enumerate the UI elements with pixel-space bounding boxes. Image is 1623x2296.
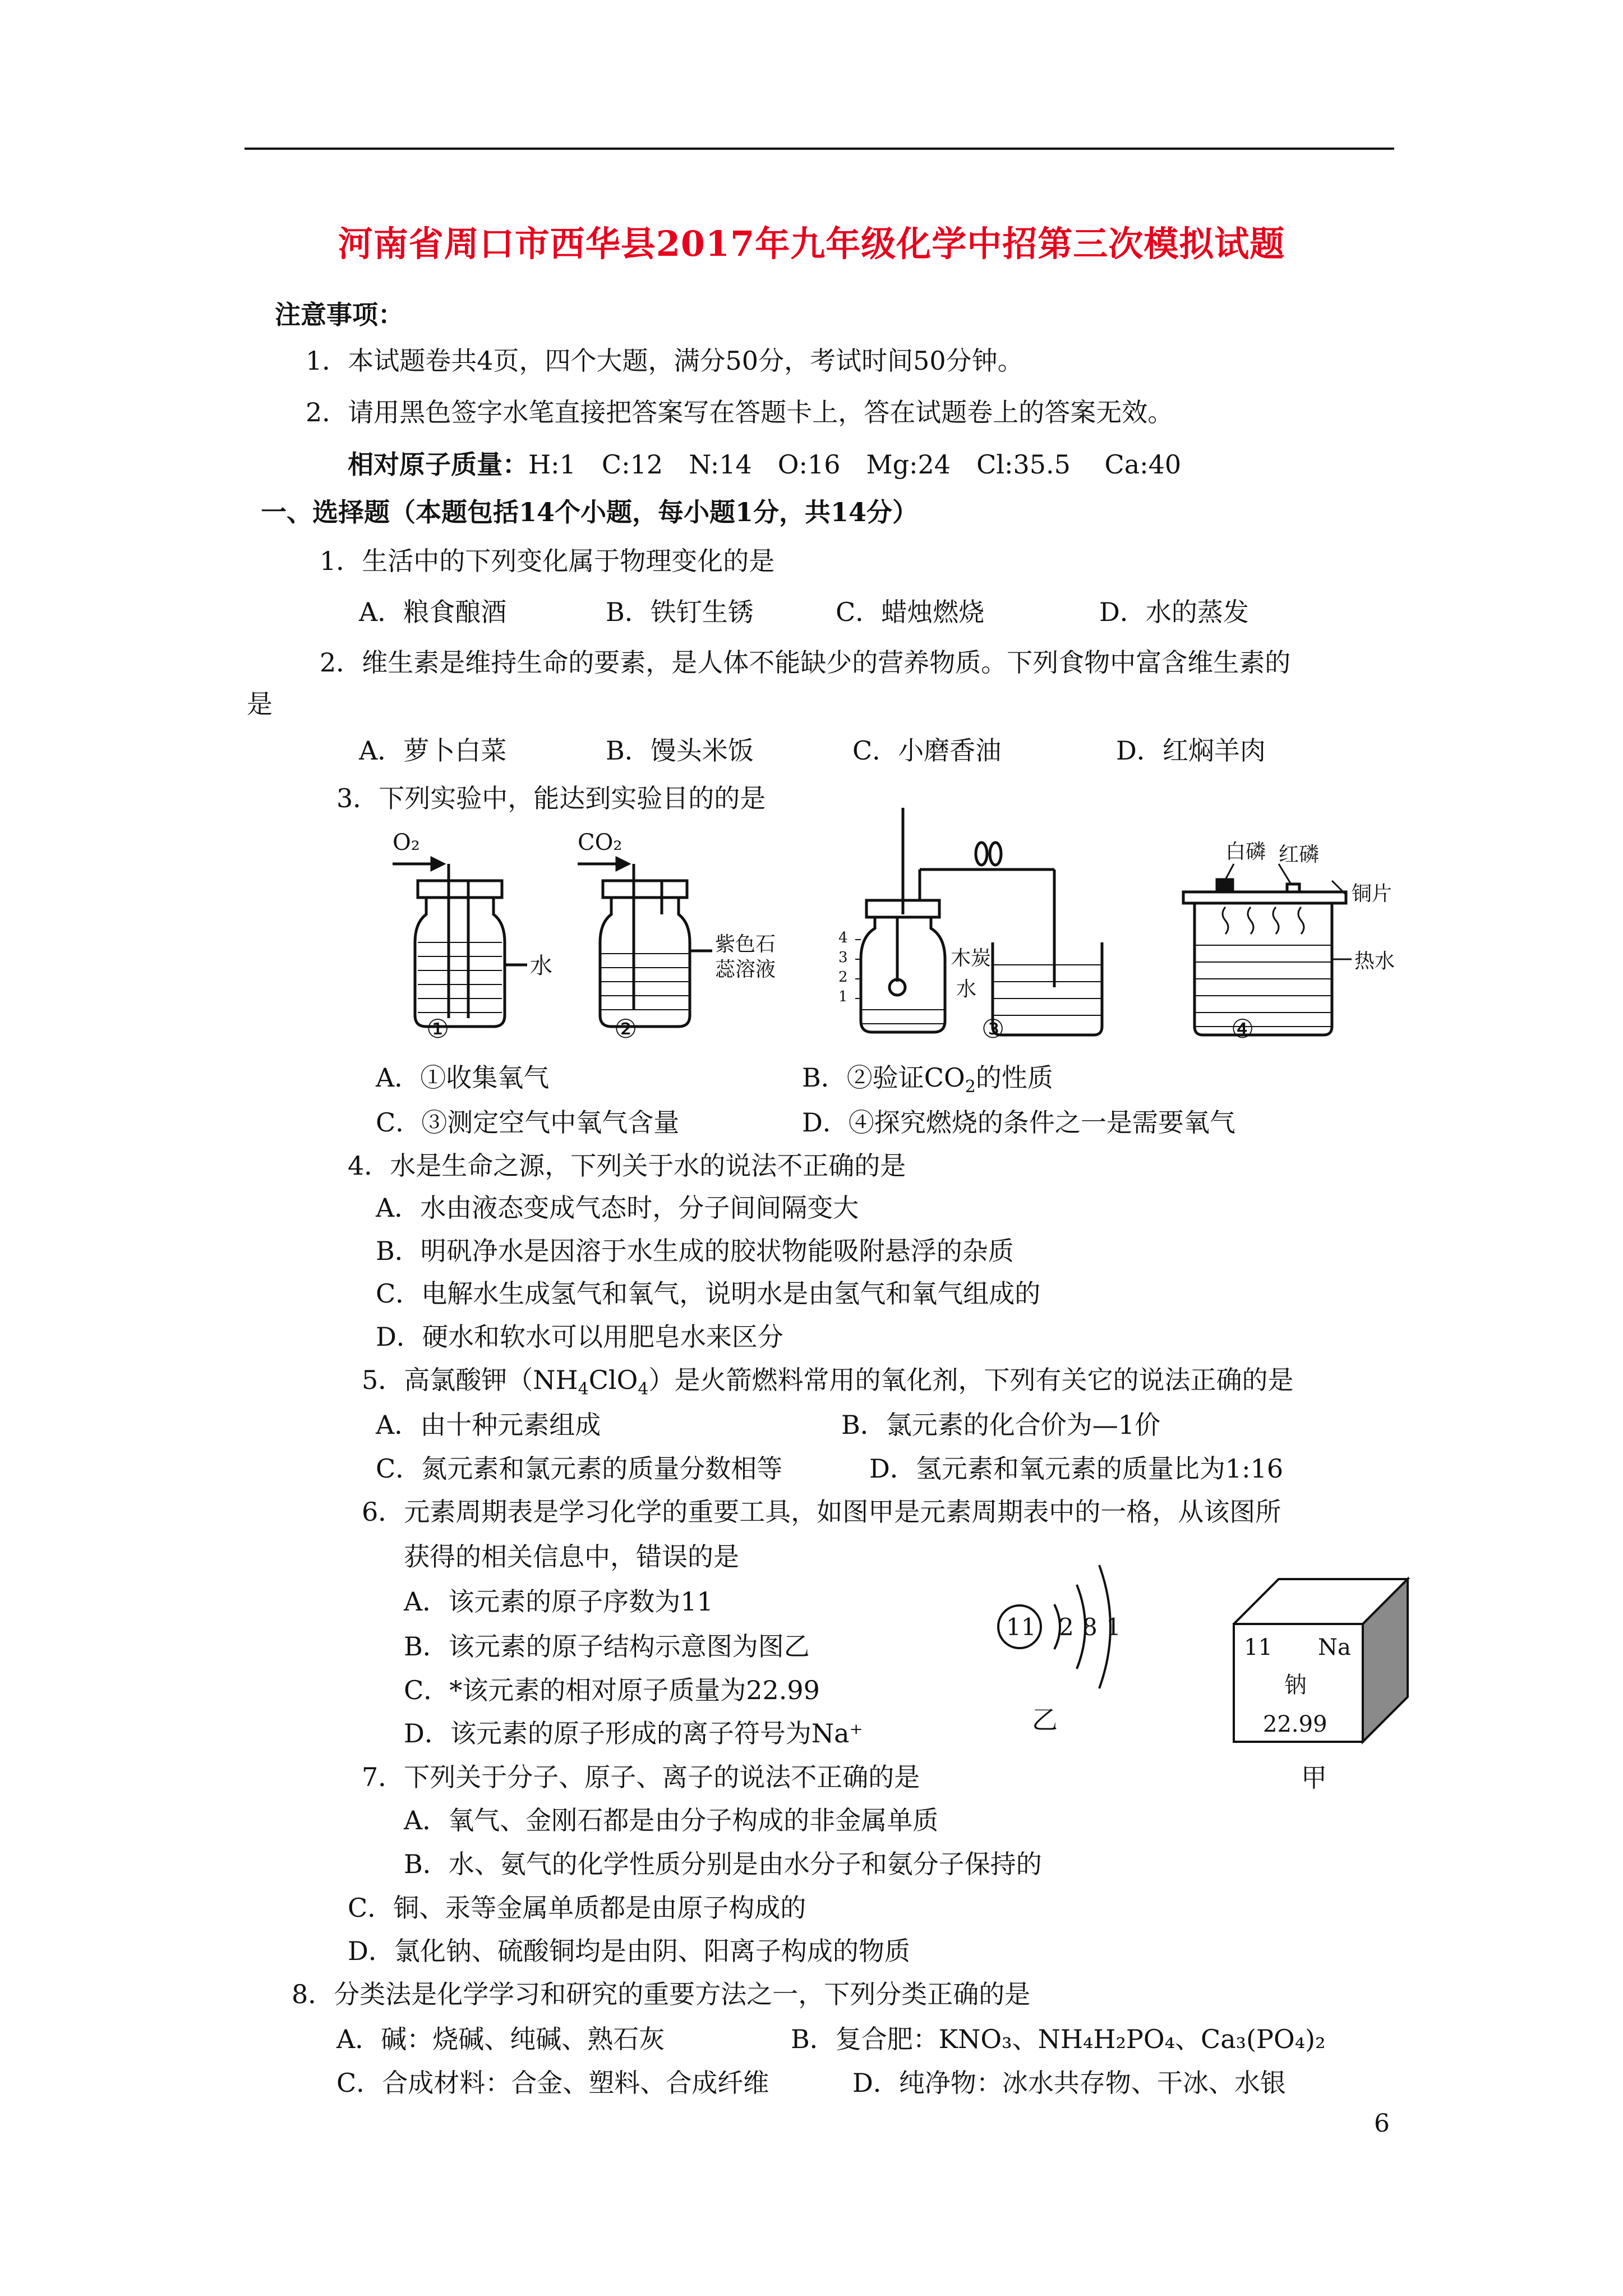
q3-option-b: B．②验证$CO_2$的性质 <box>802 1062 1053 1097</box>
scale-1: 1 <box>838 988 848 1005</box>
q6-option-b: B．该元素的原子结构示意图为图乙 <box>404 1631 810 1662</box>
notice-item-1: 1．本试题卷共4页，四个大题，满分50分，考试时间50分钟。 <box>306 346 1023 376</box>
q4-option-c: C．电解水生成氢气和氧气，说明水是由氢气和氧气组成的 <box>376 1278 1041 1309</box>
q1-stem: 1．生活中的下列变化属于物理变化的是 <box>320 546 775 576</box>
label-o2: O₂ <box>393 830 420 855</box>
q4-option-d: D．硬水和软水可以用肥皂水来区分 <box>376 1322 783 1352</box>
section1-heading: 一、选择题（本题包括14个小题，每小题1分，共14分） <box>261 497 919 527</box>
q2-option-a: A．萝卜白菜 <box>359 735 507 766</box>
q3-option-c: C．③测定空气中氧气含量 <box>376 1107 680 1138</box>
label-red-phosphorus: 红磷 <box>1279 843 1320 866</box>
periodic-table-cell <box>1228 1562 1413 1803</box>
q5-stem: 5．高氯酸钾$(NH_4ClO_4)$是火箭燃料常用的氧化剂，下列有关它的说法正确的是 <box>362 1365 1294 1400</box>
q4-stem: 4．水是生命之源，下列关于水的说法不正确的是 <box>348 1151 906 1181</box>
q8-option-b: B．复合肥：KNO₃、NH₄H₂PO₄、Ca₃(PO₄)₂ <box>791 2024 1326 2054</box>
cell-symbol: Na <box>1318 1635 1351 1660</box>
atomic-structure-diagram <box>987 1537 1178 1750</box>
q7-option-b: B．水、氨气的化学性质分别是由水分子和氨分子保持的 <box>404 1849 1042 1879</box>
figure-label-4: ④ <box>1231 1014 1255 1044</box>
notice-item-2: 2．请用黑色签字水笔直接把答案写在答题卡上，答在试题卷上的答案无效。 <box>306 397 1174 427</box>
q6-stem: 6．元素周期表是学习化学的重要工具，如图甲是元素周期表中的一格，从该图所 <box>362 1497 1281 1527</box>
label-hot-water: 热水 <box>1354 950 1395 973</box>
atomic-mass-values: H:1 C:12 N:14 O:16 Mg:24 Cl:35.5 Ca:40 <box>528 449 1182 480</box>
q1-option-b: B．铁钉生锈 <box>606 597 754 627</box>
shell-2: 8 <box>1082 1613 1098 1641</box>
figure-label-2: ② <box>614 1014 638 1044</box>
cell-element-name: 钠 <box>1284 1672 1307 1698</box>
q3-stem: 3．下列实验中，能达到实验目的的是 <box>336 783 766 813</box>
cell-atomic-number: 11 <box>1244 1635 1272 1660</box>
q6-option-c: C．*该元素的相对原子质量为22.99 <box>404 1675 820 1705</box>
label-water-2: 水 <box>956 978 977 1001</box>
q7-option-d: D．氯化钠、硫酸铜均是由阴、阳离子构成的物质 <box>348 1936 910 1966</box>
apparatus-4 <box>1183 864 1352 1035</box>
q2-option-c: C．小磨香油 <box>852 735 1002 766</box>
q8-option-c: C．合成材料：合金、塑料、合成纤维 <box>336 2068 769 2098</box>
q5-option-a: A．由十种元素组成 <box>376 1410 601 1440</box>
shell-1: 2 <box>1059 1613 1074 1641</box>
label-co2: CO₂ <box>578 830 623 855</box>
q1-option-c: C．蜡烛燃烧 <box>836 597 985 627</box>
notice-heading: 注意事项： <box>275 300 404 330</box>
scale-2: 2 <box>838 969 848 986</box>
apparatus-2 <box>578 858 712 1027</box>
q8-option-d: D．纯净物：冰水共存物、干冰、水银 <box>852 2068 1286 2098</box>
cell-atomic-mass: 22.99 <box>1263 1711 1327 1737</box>
page-number: 6 <box>1374 2109 1390 2138</box>
q7-option-a: A．氧气、金刚石都是由分子构成的非金属单质 <box>404 1805 939 1835</box>
apparatus-1 <box>393 858 527 1027</box>
q1-option-a: A．粮食酿酒 <box>359 597 507 627</box>
q3-experiment-figure <box>359 802 1458 1049</box>
atomic-mass-label: 相对原子质量： <box>348 449 528 480</box>
q3-option-a: A．①收集氧气 <box>376 1062 550 1093</box>
q6-stem-cont: 获得的相关信息中，错误的是 <box>404 1542 739 1572</box>
q2-option-d: D．红焖羊肉 <box>1116 735 1266 766</box>
atomic-mass-line <box>348 449 1182 480</box>
apparatus-3 <box>855 808 1102 1035</box>
figure-label-3: ③ <box>981 1014 1005 1044</box>
q6-option-d: D．该元素的原子形成的离子符号为Na⁺ <box>404 1718 863 1749</box>
header-rule <box>245 148 1394 150</box>
q8-stem: 8．分类法是化学学习和研究的重要方法之一，下列分类正确的是 <box>292 1979 1031 2009</box>
label-copper: 铜片 <box>1352 882 1393 905</box>
q3-option-d: D．④探究燃烧的条件之一是需要氧气 <box>802 1107 1235 1138</box>
figure-a-label: 甲 <box>1301 1763 1327 1793</box>
q6-option-a: A．该元素的原子序数为11 <box>404 1586 713 1617</box>
q8-option-a: A．碱：烧碱、纯碱、熟石灰 <box>336 2024 665 2054</box>
label-white-phosphorus: 白磷 <box>1225 840 1266 863</box>
q5-option-b: B．氯元素的化合价为—1价 <box>841 1410 1161 1440</box>
label-charcoal: 木炭 <box>951 947 992 970</box>
q2-stem: 2．维生素是维持生命的要素，是人体不能缺少的营养物质。下列食物中富含维生素的 <box>320 647 1291 678</box>
q2-stem-cont: 是 <box>247 689 273 719</box>
q2-option-b: B．馒头米饭 <box>606 735 754 766</box>
q5-option-d: D．氢元素和氧元素的质量比为1:16 <box>869 1453 1284 1484</box>
nucleus-charge: 11 <box>1006 1613 1036 1641</box>
label-litmus-1: 紫色石 <box>715 933 776 956</box>
q5-option-c: C．氮元素和氯元素的质量分数相等 <box>376 1453 783 1484</box>
scale-4: 4 <box>838 930 848 946</box>
q7-option-c: C．铜、汞等金属单质都是由原子构成的 <box>348 1893 806 1923</box>
page-title: 河南省周口市西华县2017年九年级化学中招第三次模拟试题 <box>338 223 1285 264</box>
q7-stem: 7．下列关于分子、原子、离子的说法不正确的是 <box>362 1762 920 1792</box>
shell-3: 1 <box>1106 1613 1121 1641</box>
figure-b-label: 乙 <box>1032 1705 1058 1735</box>
q4-option-b: B．明矾净水是因溶于水生成的胶状物能吸附悬浮的杂质 <box>376 1236 1014 1266</box>
figure-label-1: ① <box>426 1014 450 1044</box>
label-litmus-2: 蕊溶液 <box>715 958 776 981</box>
scale-3: 3 <box>838 949 848 966</box>
label-water: 水 <box>530 953 552 979</box>
q4-option-a: A．水由液态变成气态时，分子间间隔变大 <box>376 1193 859 1223</box>
q1-option-d: D．水的蒸发 <box>1099 597 1249 627</box>
